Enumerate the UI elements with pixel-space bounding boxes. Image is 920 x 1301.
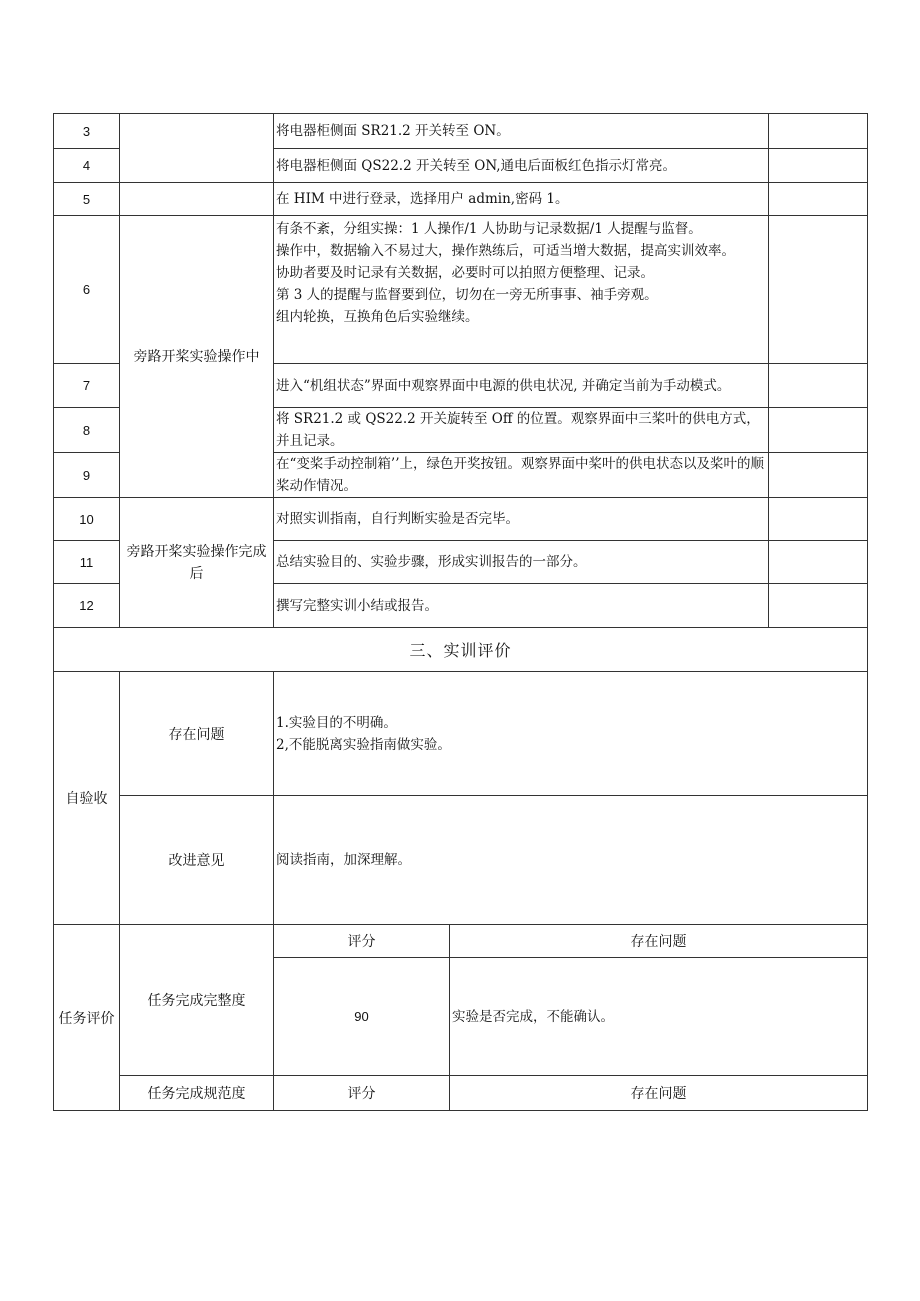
self-check-label: 自验收	[54, 672, 120, 925]
step-line: 组内轮换，互换角色后实验继续。	[276, 309, 479, 325]
remark-cell	[769, 364, 868, 408]
step-line: 操作中，数据输入不易过大，操作熟练后，可适当增大数据，提高实训效率。	[276, 243, 735, 259]
step-number: 11	[54, 541, 120, 584]
step-content: 对照实训指南，自行判断实验是否完毕。	[274, 498, 769, 541]
table-row	[54, 183, 868, 216]
step-line: 协助者要及时记录有关数据，必要时可以拍照方便整理、记录。	[276, 265, 654, 281]
remark-cell	[769, 453, 868, 498]
standard-issues-header: 存在问题	[450, 1076, 868, 1111]
table-row	[54, 796, 868, 925]
step-content: 将电器柜侧面 QS22.2 开关转至 ON,通电后面板红色指示灯常亮。	[274, 149, 769, 183]
completeness-score: 90	[274, 958, 450, 1076]
standard-label: 任务完成规范度	[120, 1076, 274, 1111]
step-number: 3	[54, 114, 120, 149]
step-content: 总结实验目的、实验步骤，形成实训报告的一部分。	[274, 541, 769, 584]
issue-line: 2,不能脱离实验指南做实验。	[276, 736, 451, 753]
step-number: 6	[54, 216, 120, 364]
step-number: 5	[54, 183, 120, 216]
phase-cell-blank	[120, 183, 274, 216]
step-content: 将 SR21.2 或 QS22.2 开关旋转至 Off 的位置。观察界面中三桨叶的供电方式，并且记录。	[274, 408, 769, 453]
phase-during-label: 旁路开桨实验操作中	[120, 216, 274, 498]
remark-cell	[769, 408, 868, 453]
task-eval-label: 任务评价	[54, 925, 120, 1111]
section-header-row	[54, 628, 868, 672]
remark-cell	[769, 183, 868, 216]
procedure-table	[53, 113, 868, 1111]
step-number: 7	[54, 364, 120, 408]
step-line: 第 3 人的提醒与监督要到位，切勿在一旁无所事事、袖手旁观。	[276, 287, 658, 303]
step-number: 8	[54, 408, 120, 453]
remark-cell	[769, 149, 868, 183]
step-number: 12	[54, 584, 120, 628]
improve-content: 阅读指南，加深理解。	[274, 796, 868, 925]
step-line: 有条不紊，分组实操：1 人操作/1 人协助与记录数据/1 人提醒与监督。	[276, 221, 702, 237]
score-header: 评分	[274, 925, 450, 958]
issue-line: 1.实验目的不明确。	[276, 714, 397, 731]
table-row	[54, 498, 868, 541]
step-content: 将电器柜侧面 SR21.2 开关转至 ON。	[274, 114, 769, 149]
table-row	[54, 1076, 868, 1111]
remark-cell	[769, 584, 868, 628]
completeness-label: 任务完成完整度	[120, 925, 274, 1076]
step-content: 撰写完整实训小结或报告。	[274, 584, 769, 628]
remark-cell	[769, 541, 868, 584]
improve-label: 改进意见	[120, 796, 274, 925]
issues-header: 存在问题	[450, 925, 868, 958]
step-number: 9	[54, 453, 120, 498]
step-content	[274, 216, 769, 364]
step-number: 4	[54, 149, 120, 183]
step-content: 在“变桨手动控制箱’’上，绿色开奖按钮。观察界面中桨叶的供电状态以及桨叶的顺桨动作情况。	[274, 453, 769, 498]
step-number: 10	[54, 498, 120, 541]
remark-cell	[769, 216, 868, 364]
phase-cell-blank	[120, 114, 274, 183]
step-content: 进入“机组状态”界面中观察界面中电源的供电状况, 并确定当前为手动模式。	[274, 364, 769, 408]
standard-score-header: 评分	[274, 1076, 450, 1111]
step-content: 在 HIM 中进行登录，选择用户 admin,密码 1。	[274, 183, 769, 216]
remark-cell	[769, 498, 868, 541]
remark-cell	[769, 114, 868, 149]
issues-label: 存在问题	[120, 672, 274, 796]
table-row	[54, 216, 868, 364]
issues-content	[274, 672, 868, 796]
table-row	[54, 672, 868, 796]
table-row	[54, 925, 868, 958]
table-row	[54, 114, 868, 149]
completeness-issue: 实验是否完成，不能确认。	[450, 958, 868, 1076]
phase-after-label: 旁路开桨实验操作完成后	[120, 498, 274, 628]
section-title: 三、实训评价	[54, 628, 868, 672]
document-page	[53, 113, 868, 1111]
